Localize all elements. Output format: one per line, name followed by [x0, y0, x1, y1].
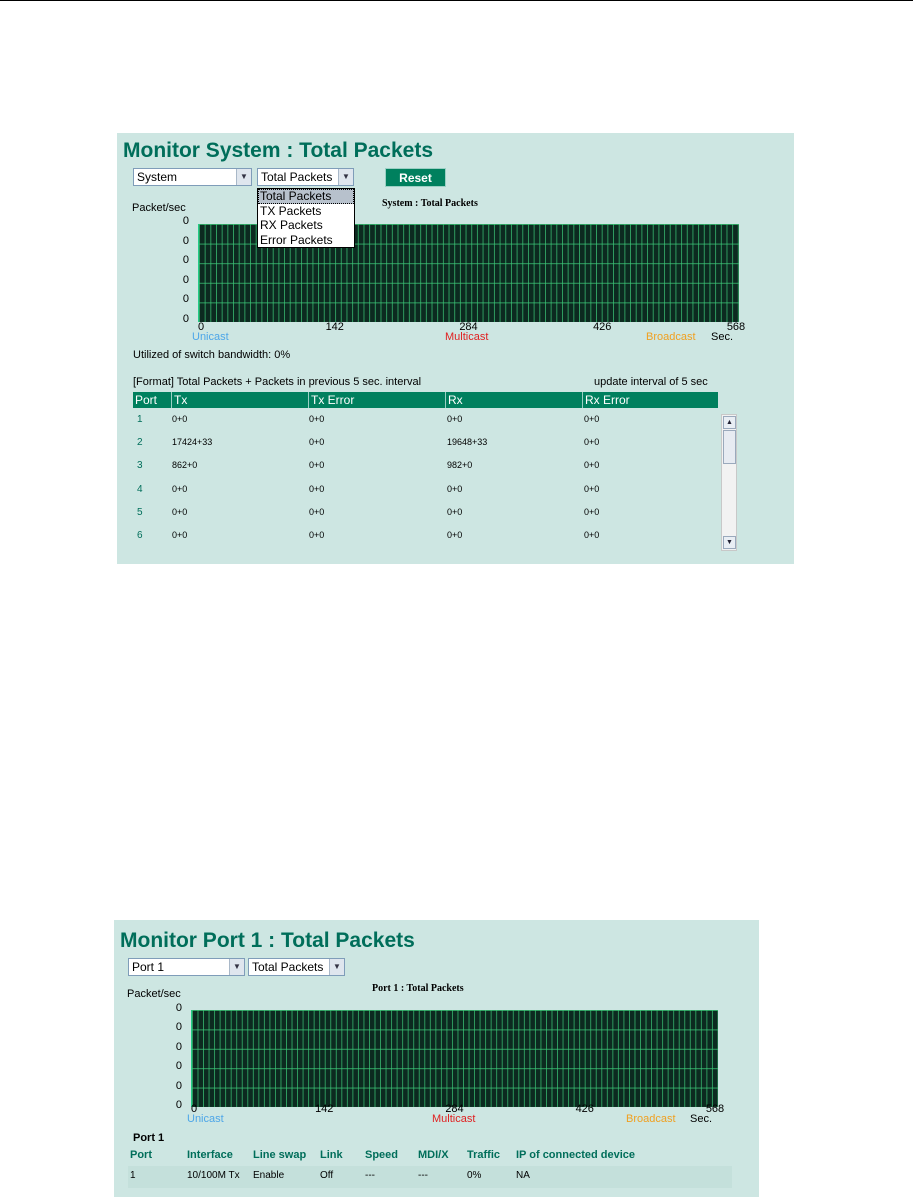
scroll-thumb[interactable]: [723, 430, 736, 464]
port-info-cell: 1: [130, 1170, 136, 1181]
chevron-down-icon[interactable]: ▼: [229, 959, 244, 975]
packet-type-select-value: Total Packets: [252, 960, 324, 974]
device-select-value: System: [137, 170, 178, 184]
dropdown-option[interactable]: Total Packets: [258, 189, 354, 204]
y-tick-label: 0: [182, 234, 189, 247]
port-info-column: Interface: [187, 1149, 233, 1161]
page-title: Monitor System : Total Packets: [123, 139, 434, 162]
scroll-down-icon[interactable]: ▼: [723, 536, 736, 549]
table-cell: 0+0: [584, 506, 600, 517]
monitor-system-panel: [117, 133, 794, 564]
legend-broadcast: Broadcast: [646, 331, 696, 343]
device-select[interactable]: [133, 168, 252, 186]
table-cell: 0+0: [172, 483, 188, 494]
chevron-down-icon[interactable]: ▼: [329, 959, 344, 975]
x-tick-label: 568: [726, 321, 746, 333]
table-cell: 0+0: [172, 530, 188, 540]
dropdown-option[interactable]: RX Packets: [260, 218, 323, 232]
y-axis-label: Packet/sec: [127, 988, 181, 1000]
monitor-port-panel: [114, 920, 759, 1197]
x-axis-unit: Sec.: [690, 1113, 713, 1125]
table-cell: 982+0: [447, 460, 473, 471]
x-tick-label: 284: [459, 321, 478, 333]
reset-button[interactable]: Reset: [385, 168, 446, 187]
x-axis-unit: Sec.: [711, 331, 734, 343]
table-cell: 0+0: [172, 506, 188, 517]
port-info-column: MDI/X: [418, 1149, 449, 1161]
port-info-column: Port: [130, 1149, 152, 1161]
x-tick-label: 142: [325, 321, 344, 333]
legend-multicast: Multicast: [432, 1113, 476, 1125]
column-tx: Tx: [171, 392, 187, 408]
port-info-cell: ---: [365, 1170, 375, 1181]
legend-unicast: Unicast: [192, 331, 229, 343]
table-cell: 0+0: [447, 414, 463, 424]
port-link[interactable]: 3: [137, 460, 143, 472]
x-tick-label: 568: [705, 1103, 725, 1115]
page-top-rule: [0, 0, 913, 1]
table-cell: 0+0: [584, 460, 600, 471]
x-tick-label: 426: [593, 321, 612, 333]
x-tick-label: 0: [197, 321, 205, 333]
port-link[interactable]: 4: [137, 483, 143, 495]
dropdown-option[interactable]: Error Packets: [260, 232, 333, 247]
packet-type-select-value: Total Packets: [261, 170, 333, 184]
table-cell: 0+0: [309, 506, 325, 517]
bandwidth-utilization: Utilized of switch bandwidth: 0%: [133, 349, 291, 361]
chart-title: System : Total Packets: [382, 198, 478, 209]
port-info-column: Line swap: [253, 1149, 307, 1161]
page-title: Monitor Port 1 : Total Packets: [120, 929, 415, 952]
table-cell: 19648+33: [447, 437, 488, 448]
port-info-cell: NA: [516, 1170, 530, 1181]
y-tick-label: 0: [175, 1079, 182, 1092]
table-cell: 0+0: [172, 414, 188, 424]
packet-type-select[interactable]: [257, 168, 354, 186]
y-tick-label: 0: [182, 215, 189, 227]
legend-unicast: Unicast: [187, 1113, 224, 1125]
y-tick-label: 0: [175, 1060, 182, 1073]
y-tick-label: 0: [182, 273, 189, 286]
table-cell: 0+0: [584, 530, 600, 540]
port-link[interactable]: 1: [137, 414, 143, 425]
y-tick-label: 0: [182, 254, 189, 267]
port-info-column: Link: [320, 1149, 343, 1161]
port-link[interactable]: 2: [137, 437, 143, 449]
x-tick-label: 0: [190, 1103, 198, 1115]
port-info-cell: ---: [418, 1170, 428, 1181]
y-tick-label: 0: [175, 1021, 182, 1034]
port-info-cell: Enable: [253, 1170, 285, 1181]
table-cell: 0+0: [447, 506, 463, 517]
port-select[interactable]: [128, 958, 245, 976]
chevron-down-icon[interactable]: ▼: [236, 169, 251, 185]
y-tick-label: 0: [175, 1002, 182, 1014]
table-cell: 0+0: [309, 483, 325, 494]
y-tick-label: 0: [175, 1040, 182, 1053]
legend-multicast: Multicast: [445, 331, 489, 343]
table-cell: 0+0: [447, 483, 463, 494]
port-info-column: IP of connected device: [516, 1149, 636, 1161]
port-info-column: Traffic: [467, 1149, 501, 1161]
update-interval: update interval of 5 sec: [594, 376, 708, 388]
table-cell: 0+0: [584, 483, 600, 494]
column-port: Port: [135, 393, 158, 407]
chevron-down-icon[interactable]: ▼: [338, 169, 353, 185]
table-cell: 0+0: [309, 414, 325, 424]
port-link[interactable]: 5: [137, 506, 143, 518]
packet-type-select[interactable]: [248, 958, 345, 976]
x-tick-label: 142: [315, 1103, 334, 1115]
chart-title: Port 1 : Total Packets: [372, 983, 464, 994]
table-cell: 0+0: [584, 414, 600, 424]
y-tick-label: 0: [182, 313, 189, 325]
x-tick-label: 426: [575, 1103, 594, 1115]
x-tick-label: 284: [445, 1103, 464, 1115]
traffic-chart: [191, 1010, 718, 1107]
column-rx: Rx: [445, 392, 463, 408]
port-heading: Port 1: [133, 1132, 165, 1144]
port-select-value: Port 1: [132, 960, 165, 974]
dropdown-option[interactable]: TX Packets: [260, 203, 322, 218]
table-cell: 0+0: [309, 460, 325, 471]
port-info-cell: Off: [320, 1170, 334, 1181]
column-rx-error: Rx Error: [582, 392, 630, 408]
port-link[interactable]: 6: [137, 530, 143, 541]
table-header: [133, 392, 718, 408]
port-info-cell: 10/100M Tx: [187, 1170, 240, 1181]
port-info-column: Speed: [365, 1149, 399, 1161]
table-cell: 862+0: [172, 460, 198, 471]
y-axis-label: Packet/sec: [132, 202, 186, 214]
table-cell: 0+0: [309, 530, 325, 540]
scroll-up-icon[interactable]: ▲: [723, 416, 736, 429]
legend-broadcast: Broadcast: [626, 1113, 676, 1125]
table-cell: 0+0: [447, 530, 463, 540]
table-cell: 0+0: [584, 437, 600, 448]
y-tick-label: 0: [175, 1099, 182, 1111]
table-scrollbar[interactable]: [721, 414, 737, 551]
port-info-cell: 0%: [467, 1170, 482, 1181]
y-tick-label: 0: [182, 293, 189, 306]
table-cell: 0+0: [309, 437, 325, 448]
format-description: [Format] Total Packets + Packets in previous 5 sec. interval: [133, 376, 422, 388]
packet-type-dropdown[interactable]: [257, 188, 355, 248]
column-tx-error: Tx Error: [308, 392, 354, 408]
table-cell: 17424+33: [172, 437, 213, 448]
